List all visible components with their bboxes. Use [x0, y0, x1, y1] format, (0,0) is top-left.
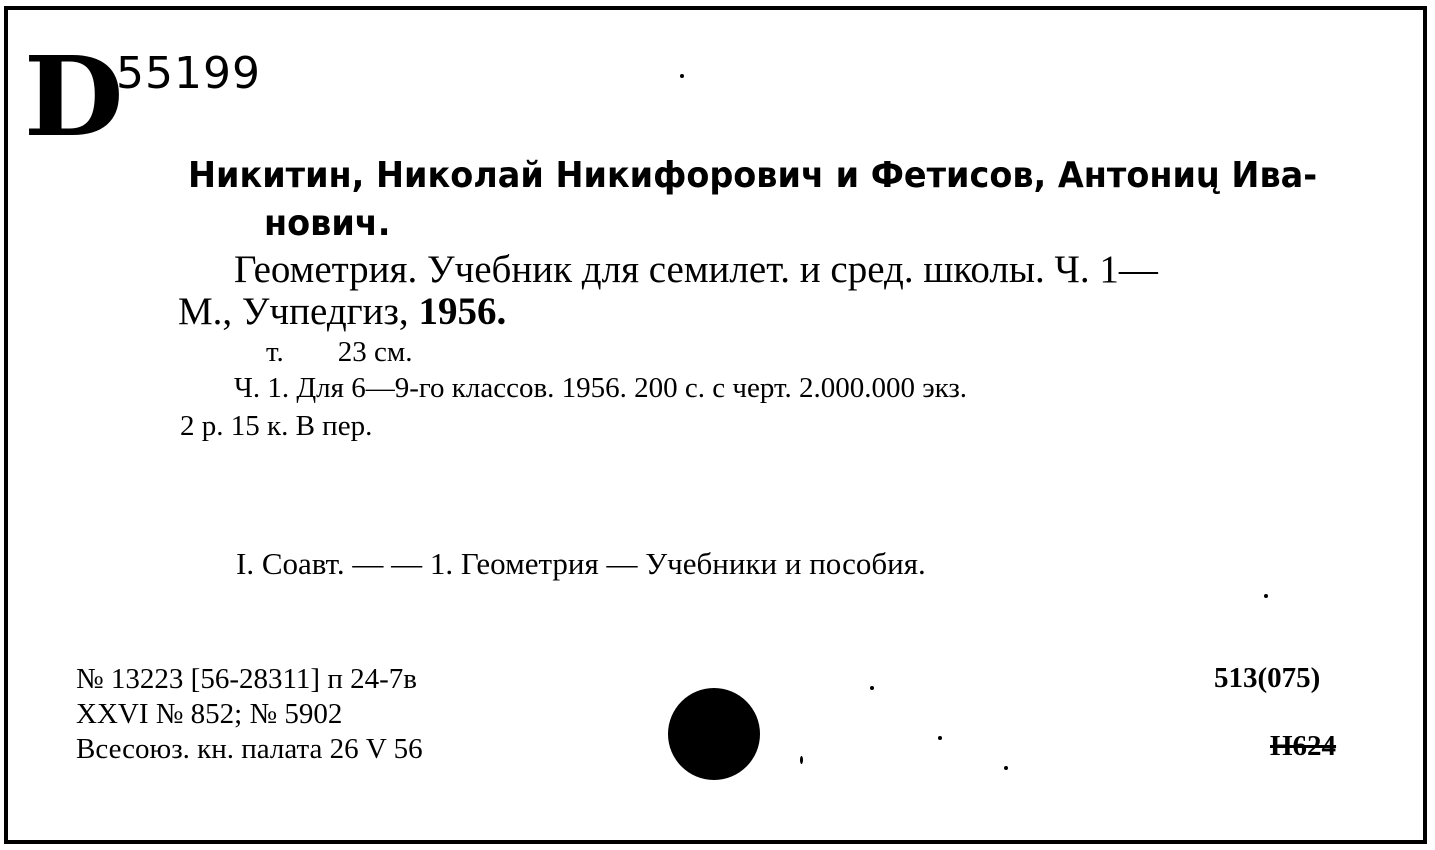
tracings-line: I. Соавт. — — 1. Геометрия — Учебники и пособия.	[236, 546, 926, 581]
ink-speck	[800, 756, 803, 764]
registration-line3: Всесоюз. кн. палата 26 V 56	[76, 732, 423, 765]
part-description: Ч. 1. Для 6—9-го классов. 1956. 200 с. с черт. 2.000.000 экз.	[234, 372, 968, 404]
ink-speck	[938, 736, 942, 740]
author-heading-line2: нович.	[264, 203, 391, 244]
title-statement: Геометрия. Учебник для семилет. и сред. школы. Ч. 1—	[234, 248, 1158, 291]
struck-stamp-number: H624	[1270, 730, 1337, 762]
punch-hole	[668, 688, 760, 780]
ink-speck	[870, 686, 874, 690]
volumes-label: т.	[266, 336, 284, 368]
ink-speck	[1264, 594, 1268, 598]
call-number-letter: D	[23, 32, 124, 161]
call-number-handwritten: 55199	[116, 48, 261, 99]
catalog-card	[4, 6, 1427, 844]
classification-number: 513(075)	[1214, 662, 1321, 694]
author-heading-line1: Никитин, Николай Никифорович и Фетисов, Антониų Ива-	[188, 155, 1318, 196]
imprint-line	[178, 292, 506, 331]
price-binding: 2 р. 15 к. В пер.	[180, 410, 373, 442]
height-value: 23 см.	[337, 336, 413, 368]
imprint-year: 1956.	[418, 290, 507, 333]
imprint-place: М., Учпедгиз,	[178, 290, 419, 333]
registration-line2: XXVI № 852; № 5902	[76, 697, 343, 730]
collation-line	[266, 338, 412, 367]
registration-block	[76, 662, 423, 766]
registration-line1: № 13223 [56-28311] п 24-7в	[76, 663, 417, 695]
ink-speck	[680, 74, 684, 78]
ink-speck	[1004, 766, 1008, 770]
